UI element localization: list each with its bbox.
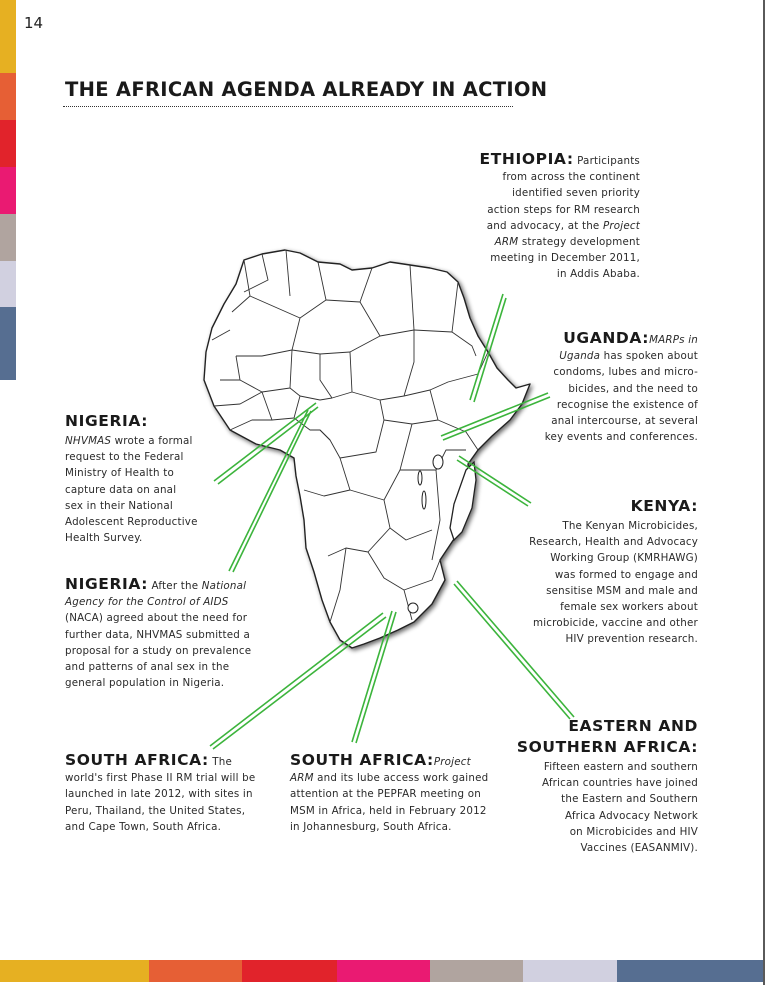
nigeria-1-text: Adolescent Reproductive [65, 516, 198, 529]
page-number: 14 [24, 14, 44, 32]
south-africa-heading-1: SOUTH AFRICA: [65, 751, 209, 769]
eastern-southern-text: on Microbicides and HIV [569, 825, 698, 838]
south-africa-block-2 [290, 752, 510, 835]
nigeria-1-text: request to the Federal [65, 451, 184, 464]
nigeria-2-text: proposal for a study on prevalence [65, 644, 252, 657]
nigeria-2-text: general population in Nigeria. [65, 677, 225, 690]
eastern-southern-text: Fifteen eastern and southern [543, 761, 698, 773]
south-africa-1-text: world's first Phase II RM trial will be [65, 772, 256, 785]
uganda-text-italic: Uganda [559, 350, 601, 363]
nigeria-block-2 [65, 576, 280, 691]
uganda-block [480, 330, 698, 445]
kenya-text: was formed to engage and [554, 568, 698, 581]
ethiopia-text: and advocacy, at the [486, 219, 600, 232]
eastern-southern-heading-2: SOUTHERN AFRICA: [516, 738, 698, 756]
south-africa-2-text: in Johannesburg, South Africa. [290, 820, 452, 833]
kenya-block [480, 497, 698, 648]
eastern-southern-block [480, 717, 698, 856]
ethiopia-text: action steps for RM research [487, 203, 640, 216]
ethiopia-block [430, 151, 640, 283]
south-africa-block-1 [65, 752, 275, 835]
kenya-text: HIV prevention research. [565, 633, 698, 646]
south-africa-1-text: launched in late 2012, with sites in [65, 788, 253, 801]
eastern-southern-heading-1: EASTERN AND [568, 717, 698, 735]
kenya-heading: KENYA: [630, 497, 698, 515]
nigeria-1-text: capture data on anal [65, 483, 177, 496]
nigeria-heading-2: NIGERIA: [65, 575, 149, 593]
nigeria-2-text-italic: Agency for the Control of AIDS [65, 596, 229, 609]
nigeria-block-1 [65, 412, 235, 546]
ethiopia-heading: ETHIOPIA: [479, 150, 574, 168]
nigeria-1-text: wrote a formal [114, 435, 193, 447]
nigeria-heading-1: NIGERIA: [65, 412, 149, 430]
south-africa-2-text-italic: ARM [290, 772, 314, 785]
uganda-text: bicides, and the need to [568, 382, 698, 395]
nigeria-2-text: further data, NHVMAS submitted a [65, 628, 251, 641]
ethiopia-text-italic: Project [602, 219, 640, 232]
ethiopia-text: in Addis Ababa. [556, 268, 640, 281]
nigeria-2-text: and patterns of anal sex in the [65, 661, 230, 674]
uganda-text: anal intercourse, at several [551, 415, 698, 428]
kenya-text: female sex workers about [560, 601, 698, 614]
nigeria-1-text-italic: NHVMAS [65, 435, 112, 447]
ethiopia-text: Participants [577, 155, 640, 167]
kenya-text: Working Group (KMRHAWG) [550, 552, 698, 565]
south-africa-2-text-italic: Project [433, 756, 471, 768]
ethiopia-text: from across the continent [502, 171, 640, 184]
ethiopia-text: identified seven priority [512, 187, 640, 200]
eastern-southern-text: African countries have joined [541, 777, 698, 790]
south-africa-1-text: Peru, Thailand, the United States, [65, 804, 246, 817]
nigeria-1-text: Health Survey. [65, 532, 143, 545]
ethiopia-text: meeting in December 2011, [490, 252, 640, 265]
nigeria-1-text: Ministry of Health to [65, 467, 174, 480]
south-africa-1-text: and Cape Town, South Africa. [65, 820, 222, 833]
kenya-text: The Kenyan Microbicides, [562, 520, 698, 532]
nigeria-1-text: sex in their National [65, 499, 173, 512]
uganda-text: recognise the existence of [556, 398, 698, 411]
eastern-southern-text: Vaccines (EASANMIV). [580, 842, 698, 855]
south-africa-2-text: attention at the PEPFAR meeting on [290, 788, 481, 801]
south-africa-heading-2: SOUTH AFRICA: [290, 751, 434, 769]
kenya-text: sensitise MSM and male and [546, 584, 698, 597]
nigeria-2-text-italic: National [201, 580, 247, 592]
south-africa-1-text: The [212, 756, 233, 768]
nigeria-2-text: After the [151, 580, 199, 592]
uganda-heading: UGANDA: [563, 329, 650, 347]
south-africa-2-text: MSM in Africa, held in February 2012 [290, 804, 487, 817]
ethiopia-text-italic: ARM [494, 236, 519, 249]
ethiopia-text: strategy development [521, 236, 640, 249]
page-title: THE AFRICAN AGENDA ALREADY IN ACTION [65, 78, 548, 101]
eastern-southern-text: Africa Advocacy Network [564, 809, 698, 822]
eastern-southern-text: the Eastern and Southern [561, 793, 698, 806]
kenya-text: Research, Health and Advocacy [529, 536, 698, 549]
uganda-text: has spoken about [603, 350, 698, 363]
kenya-text: microbicide, vaccine and other [533, 617, 698, 630]
uganda-text-italic: MARPs in [649, 334, 698, 346]
nigeria-2-text: (NACA) agreed about the need for [65, 612, 248, 625]
uganda-text: condoms, lubes and micro- [553, 366, 698, 379]
south-africa-2-text: and its lube access work gained [317, 772, 489, 785]
uganda-text: key events and conferences. [544, 431, 698, 444]
